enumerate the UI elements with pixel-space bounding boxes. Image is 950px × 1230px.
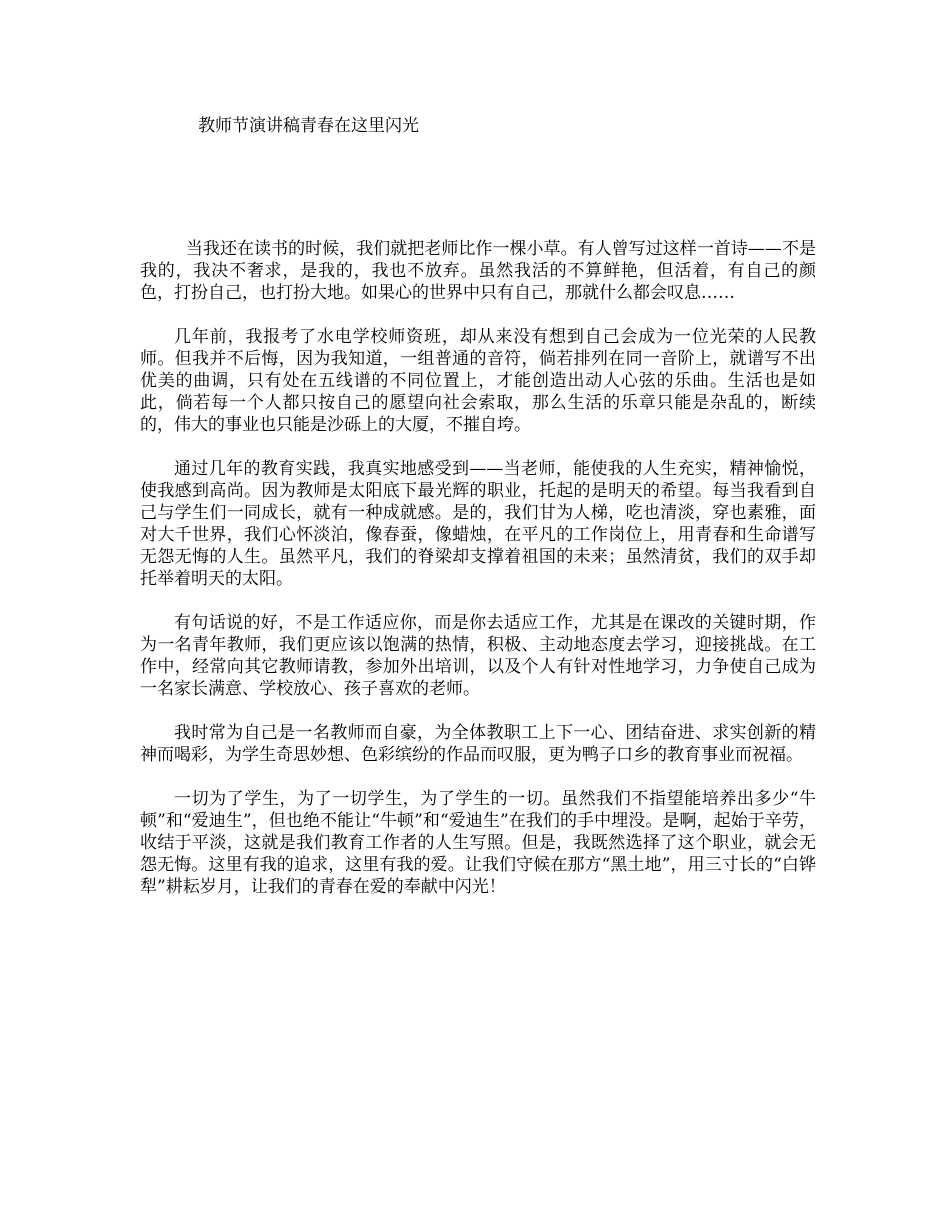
paragraph-4: 有句话说的好，不是工作适应你，而是你去适应工作，尤其是在课改的关键时期，作为一名青年教师，我们更应该以饱满的热情，积极、主动地态度去学习，迎接挑战。在工作中，经常向其它教师请教，参加外出培训，以及个人有针对性地学习，力争使自己成为一名家长满意、学校放心、孩子喜欢的老师。	[140, 613, 816, 699]
paragraph-3: 通过几年的教育实践，我真实地感受到——当老师，能使我的人生充实，精神愉悦，使我感到高尚。因为教师是太阳底下最光辉的职业，托起的是明天的希望。每当我看到自己与学生们一同成长，就有一种成就感。是的，我们甘为人梯，吃也清淡，穿也素雅，面对大千世界，我们心怀淡泊，像春蚕，像蜡烛，在平凡的工作岗位上，用青春和生命谱写无怨无悔的人生。虽然平凡，我们的脊梁却支撑着祖国的未来；虽然清贫，我们的双手却托举着明天的太阳。	[140, 459, 816, 589]
document-body	[140, 238, 816, 920]
document-title: 教师节演讲稿青春在这里闪光	[198, 116, 419, 136]
paragraph-1: 当我还在读书的时候，我们就把老师比作一棵小草。有人曾写过这样一首诗——不是我的，我决不奢求，是我的，我也不放弃。虽然我活的不算鲜艳，但活着，有自己的颜色，打扮自己，也打扮大地。如果心的世界中只有自己，那就什么都会叹息……	[140, 239, 816, 303]
paragraph-2: 几年前，我报考了水电学校师资班，却从来没有想到自己会成为一位光荣的人民教师。但我并不后悔，因为我知道，一组普通的音符，倘若排列在同一音阶上，就谱写不出优美的曲调，只有处在五线谱的不同位置上，才能创造出动人心弦的乐曲。生活也是如此，倘若每一个人都只按自己的愿望向社会索取，那么生活的乐章只能是杂乱的，断续的，伟大的事业也只能是沙砾上的大厦，不摧自垮。	[140, 327, 816, 435]
paragraph-5: 我时常为自己是一名教师而自豪，为全体教职工上下一心、团结奋进、求实创新的精神而喝彩，为学生奇思妙想、色彩缤纷的作品而叹服，更为鸭子口乡的教育事业而祝福。	[140, 723, 816, 765]
paragraph-6: 一切为了学生，为了一切学生，为了学生的一切。虽然我们不指望能培养出多少“牛顿”和“爱迪生”，但也绝不能让“牛顿”和“爱迪生”在我们的手中埋没。是啊，起始于辛劳，收结于平淡，这就是我们教育工作者的人生写照。但是，我既然选择了这个职业，就会无怨无悔。这里有我的追求，这里有我的爱。让我们守候在那方“黑土地”，用三寸长的“白铧犁”耕耘岁月，让我们的青春在爱的奉献中闪光！	[140, 789, 816, 897]
